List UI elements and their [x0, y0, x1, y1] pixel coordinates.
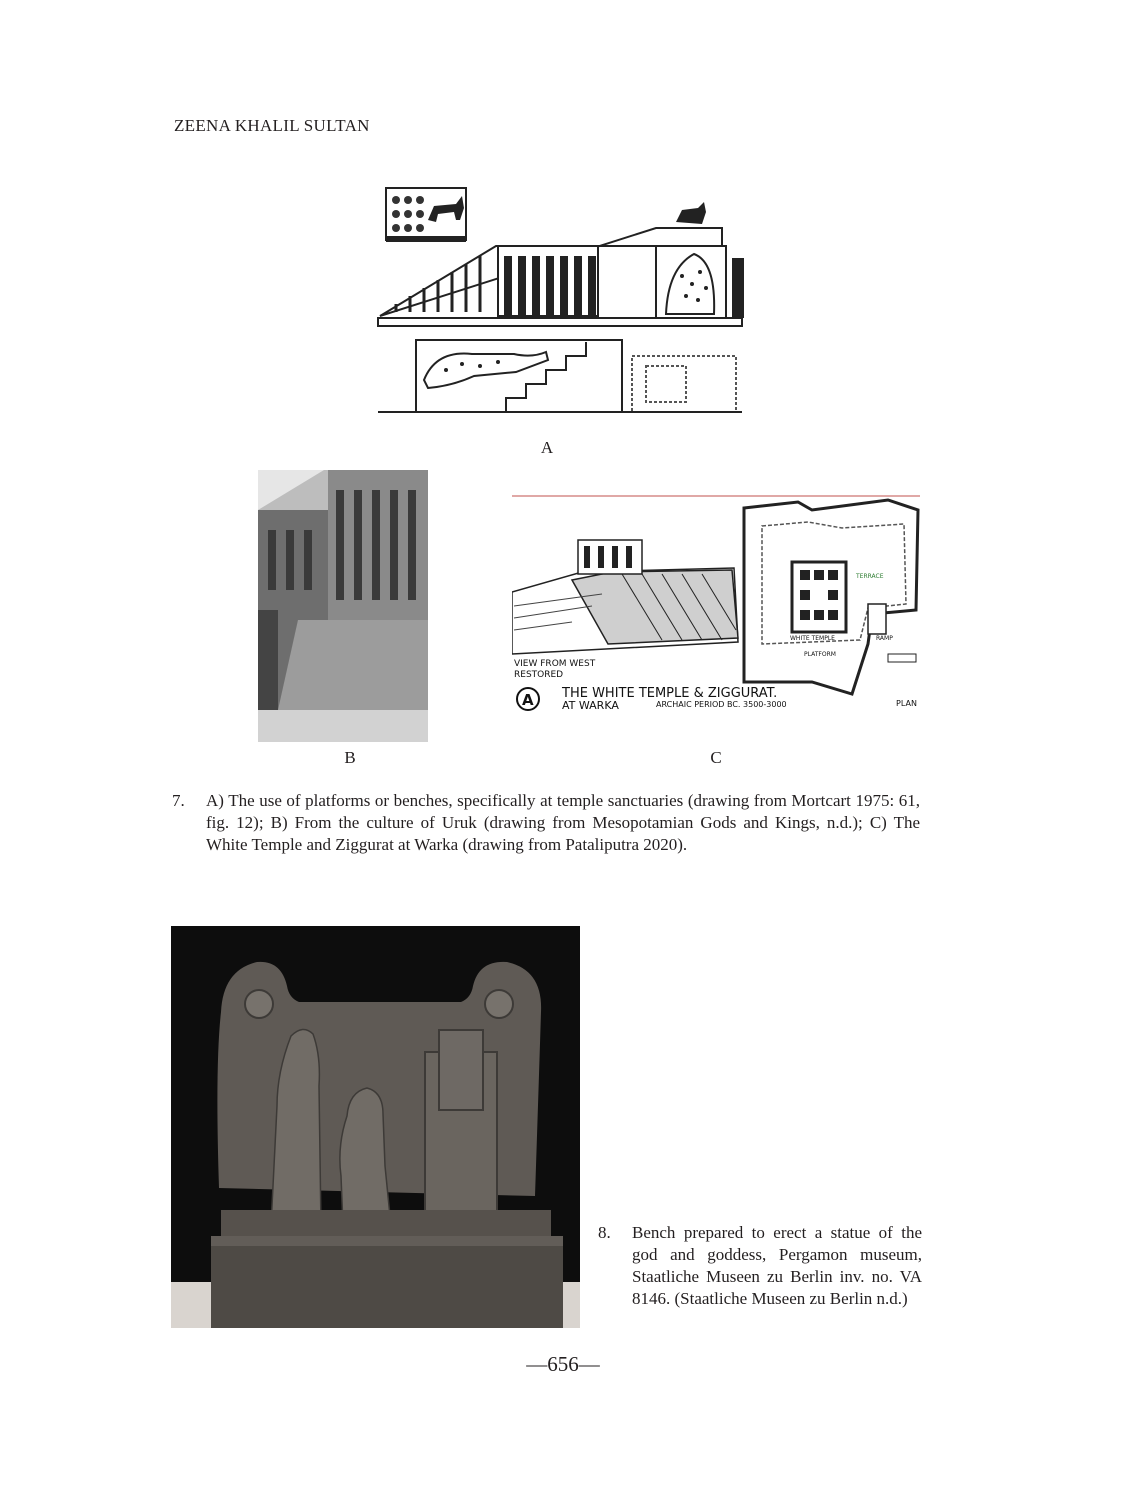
figure-7b-photo [258, 470, 428, 742]
figure-8-photo [171, 926, 580, 1328]
figure-7b-label: B [344, 748, 356, 767]
figure-8-number: 8. [598, 1223, 611, 1242]
figure-7-number: 7. [172, 791, 185, 810]
drawing-text-title-line2: AT WARKA [562, 699, 619, 712]
drawing-text-white-temple: WHITE TEMPLE [790, 635, 835, 642]
drawing-text-platform: PLATFORM [804, 651, 836, 658]
drawing-text-view: VIEW FROM WEST [514, 659, 596, 669]
drawing-text-terrace: TERRACE [856, 573, 884, 580]
figure-7c-drawing [512, 494, 920, 716]
figure-7-caption: A) The use of platforms or benches, specifically at temple sanctuaries (drawing from Mortcart 1975: 61, fig. 12); B) From the culture of Uruk (drawing from Mesopotamian Gods and Kings, n.d.); C) The White Temple and Ziggurat at Warka (drawing from Pataliputra 2020). [206, 791, 920, 854]
drawing-text-circle-letter: A [522, 691, 534, 709]
page-number: —656— [526, 1352, 600, 1376]
drawing-text-restored: RESTORED [514, 670, 564, 680]
drawing-text-period: ARCHAIC PERIOD BC. 3500-3000 [656, 700, 787, 709]
figure-8-caption: Bench prepared to erect a statue of the god and goddess, Pergamon museum, Staatliche Museen zu Berlin inv. no. VA 8146. (Staatliche Museen zu Berlin n.d.) [632, 1223, 922, 1308]
drawing-text-ramp: RAMP [876, 635, 893, 642]
running-header: ZEENA KHALIL SULTAN [174, 116, 370, 135]
drawing-text-title-line1: THE WHITE TEMPLE & ZIGGURAT. [562, 686, 778, 701]
figure-7c-label: C [710, 748, 722, 767]
figure-7a-drawing [376, 184, 746, 420]
figure-7a-label: A [540, 438, 554, 457]
drawing-text-plan: PLAN [896, 699, 917, 708]
